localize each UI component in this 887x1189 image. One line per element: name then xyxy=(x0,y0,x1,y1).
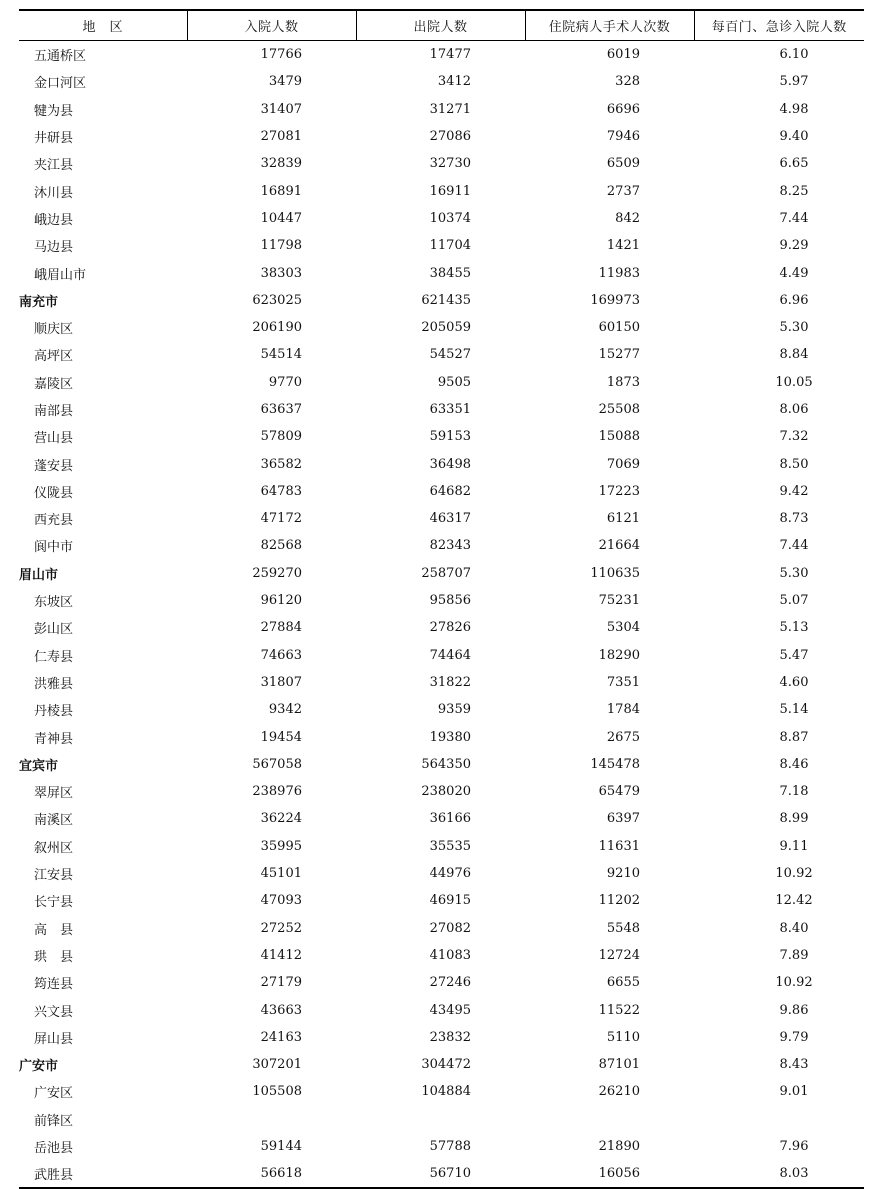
admitted-cell: 307201 xyxy=(252,1057,302,1073)
surgeries-cell: 87101 xyxy=(598,1057,640,1073)
surgeries-cell: 6019 xyxy=(606,47,640,63)
surgeries-cell: 12724 xyxy=(598,947,640,963)
surgeries-cell: 7069 xyxy=(606,456,640,472)
discharged-cell: 27086 xyxy=(429,129,471,145)
table-row xyxy=(19,369,864,396)
discharged-cell: 35535 xyxy=(429,838,471,854)
region-name-cell: 青神县 xyxy=(34,731,74,747)
discharged-cell: 23832 xyxy=(429,1029,471,1045)
region-name-cell: 洪雅县 xyxy=(34,676,74,692)
surgeries-cell: 11631 xyxy=(598,838,640,854)
statistics-table-container xyxy=(19,9,864,1189)
surgeries-cell: 1421 xyxy=(606,238,640,254)
rate-cell: 10.92 xyxy=(775,975,813,991)
discharged-cell: 64682 xyxy=(429,483,471,499)
admitted-cell: 10447 xyxy=(260,210,302,226)
table-row xyxy=(19,259,864,286)
surgeries-cell: 6397 xyxy=(606,811,640,827)
rate-cell: 7.89 xyxy=(779,947,809,963)
discharged-cell: 11704 xyxy=(429,238,471,254)
rate-cell: 4.60 xyxy=(779,674,809,690)
rate-cell: 8.50 xyxy=(779,456,809,472)
surgeries-cell: 2737 xyxy=(606,183,640,199)
admitted-cell: 19454 xyxy=(260,729,302,745)
header-rate: 每百门、急诊入院人数 xyxy=(694,10,864,41)
surgeries-cell: 1784 xyxy=(606,702,640,718)
region-name-cell: 叙州区 xyxy=(34,840,74,856)
table-row xyxy=(19,833,864,860)
region-name-cell: 高坪区 xyxy=(34,349,74,365)
rate-cell: 6.10 xyxy=(779,47,809,63)
admitted-cell: 64783 xyxy=(260,483,302,499)
table-row xyxy=(19,942,864,969)
discharged-cell: 36498 xyxy=(429,456,471,472)
surgeries-cell: 2675 xyxy=(606,729,640,745)
table-row xyxy=(19,396,864,423)
rate-cell: 4.49 xyxy=(779,265,809,281)
region-name-cell: 仪陇县 xyxy=(34,485,74,501)
admitted-cell: 74663 xyxy=(260,647,302,663)
discharged-cell: 9359 xyxy=(437,702,471,718)
discharged-cell: 27826 xyxy=(429,620,471,636)
discharged-cell: 46317 xyxy=(429,511,471,527)
surgeries-cell: 26210 xyxy=(598,1084,640,1100)
table-row xyxy=(19,532,864,559)
table-row xyxy=(19,68,864,95)
region-name-cell: 广安市 xyxy=(19,1059,59,1075)
rate-cell: 8.43 xyxy=(779,1057,809,1073)
discharged-cell: 238020 xyxy=(421,784,471,800)
admitted-cell: 82568 xyxy=(260,538,302,554)
discharged-cell: 31271 xyxy=(429,101,471,117)
table-row-city xyxy=(19,751,864,778)
discharged-cell: 258707 xyxy=(421,565,471,581)
surgeries-cell: 11522 xyxy=(598,1002,640,1018)
discharged-cell: 43495 xyxy=(429,1002,471,1018)
admitted-cell: 238976 xyxy=(252,784,302,800)
surgeries-cell: 7946 xyxy=(606,129,640,145)
region-name-cell: 峨眉山市 xyxy=(34,267,87,283)
discharged-cell: 36166 xyxy=(429,811,471,827)
admitted-cell: 54514 xyxy=(260,347,302,363)
table-row xyxy=(19,505,864,532)
discharged-cell: 27082 xyxy=(429,920,471,936)
table-row xyxy=(19,1133,864,1160)
discharged-cell: 46915 xyxy=(429,893,471,909)
admitted-cell: 31407 xyxy=(260,101,302,117)
surgeries-cell: 75231 xyxy=(598,593,640,609)
surgeries-cell: 110635 xyxy=(590,565,640,581)
discharged-cell xyxy=(356,1106,525,1133)
table-row xyxy=(19,205,864,232)
table-row-city xyxy=(19,287,864,314)
discharged-cell: 9505 xyxy=(437,374,471,390)
region-name-cell: 前锋区 xyxy=(34,1113,74,1129)
admitted-cell: 3479 xyxy=(268,74,302,90)
rate-cell: 5.07 xyxy=(779,593,809,609)
discharged-cell: 63351 xyxy=(429,402,471,417)
rate-cell: 7.32 xyxy=(779,429,809,445)
surgeries-cell xyxy=(525,1106,694,1133)
rate-cell: 4.98 xyxy=(779,101,809,117)
discharged-cell: 10374 xyxy=(429,210,471,226)
admitted-cell: 43663 xyxy=(260,1002,302,1018)
rate-cell: 8.46 xyxy=(779,756,809,772)
table-row xyxy=(19,177,864,204)
surgeries-cell: 328 xyxy=(615,74,640,90)
discharged-cell: 16911 xyxy=(429,183,471,199)
region-name-cell: 仁寿县 xyxy=(34,649,74,665)
rate-cell xyxy=(694,1106,864,1133)
admitted-cell: 24163 xyxy=(260,1029,302,1045)
region-name-cell: 兴文县 xyxy=(34,1004,74,1020)
region-name-cell: 眉山市 xyxy=(19,567,59,583)
region-name-cell: 顺庆区 xyxy=(34,322,74,338)
discharged-cell: 41083 xyxy=(429,947,471,963)
table-row xyxy=(19,723,864,750)
table-row xyxy=(19,1160,864,1188)
surgeries-cell: 6509 xyxy=(606,156,640,172)
rate-cell: 9.79 xyxy=(779,1029,809,1045)
rate-cell: 6.96 xyxy=(779,292,809,308)
rate-cell: 10.92 xyxy=(775,866,813,882)
table-row-city xyxy=(19,560,864,587)
table-row xyxy=(19,860,864,887)
hospital-statistics-table xyxy=(19,9,864,1189)
region-name-cell: 营山县 xyxy=(34,431,74,447)
region-name-cell: 广安区 xyxy=(34,1086,74,1102)
discharged-cell: 205059 xyxy=(421,320,471,336)
discharged-cell: 17477 xyxy=(429,47,471,63)
region-name-cell: 彭山区 xyxy=(34,622,74,638)
rate-cell: 9.01 xyxy=(779,1084,809,1100)
surgeries-cell: 15277 xyxy=(598,347,640,363)
region-name-cell: 岳池县 xyxy=(34,1141,74,1157)
table-row xyxy=(19,1078,864,1105)
admitted-cell xyxy=(187,1106,356,1133)
table-row xyxy=(19,314,864,341)
table-row xyxy=(19,778,864,805)
rate-cell: 9.42 xyxy=(779,483,809,499)
region-name-cell: 珙 县 xyxy=(34,949,74,965)
region-name-cell: 筠连县 xyxy=(34,977,74,993)
region-name-cell: 夹江县 xyxy=(34,158,74,174)
surgeries-cell: 18290 xyxy=(598,647,640,663)
discharged-cell: 59153 xyxy=(429,429,471,445)
region-name-cell: 武胜县 xyxy=(19,1160,187,1188)
table-row xyxy=(19,150,864,177)
table-row xyxy=(19,669,864,696)
discharged-cell: 621435 xyxy=(421,292,471,308)
table-row xyxy=(19,915,864,942)
region-name-cell: 马边县 xyxy=(34,240,74,256)
region-name-cell: 高 县 xyxy=(34,922,74,938)
discharged-cell: 304472 xyxy=(421,1057,471,1073)
table-row xyxy=(19,478,864,505)
table-row xyxy=(19,969,864,996)
admitted-cell: 623025 xyxy=(252,292,302,308)
region-name-cell: 五通桥区 xyxy=(34,49,87,65)
region-name-cell: 南充市 xyxy=(19,294,59,310)
header-region: 地 区 xyxy=(19,10,187,41)
admitted-cell: 27884 xyxy=(260,620,302,636)
admitted-cell: 27252 xyxy=(260,920,302,936)
surgeries-cell: 21664 xyxy=(598,538,640,554)
rate-cell: 7.18 xyxy=(779,784,809,800)
admitted-cell: 47172 xyxy=(260,511,302,527)
surgeries-cell: 11202 xyxy=(598,893,640,909)
region-name-cell: 南溪区 xyxy=(34,813,74,829)
admitted-cell: 105508 xyxy=(252,1084,302,1100)
discharged-cell: 95856 xyxy=(429,593,471,609)
region-name-cell: 井研县 xyxy=(34,131,74,147)
surgeries-cell: 25508 xyxy=(598,402,640,417)
rate-cell: 5.97 xyxy=(779,74,809,90)
region-name-cell: 屏山县 xyxy=(34,1031,74,1047)
surgeries-cell: 7351 xyxy=(606,674,640,690)
region-name-cell: 金口河区 xyxy=(34,76,87,92)
discharged-cell: 38455 xyxy=(429,265,471,281)
rate-cell: 12.42 xyxy=(775,893,813,909)
admitted-cell: 36224 xyxy=(260,811,302,827)
admitted-cell: 9770 xyxy=(268,374,302,390)
rate-cell: 6.65 xyxy=(779,156,809,172)
discharged-cell: 32730 xyxy=(429,156,471,172)
surgeries-cell: 65479 xyxy=(598,784,640,800)
region-name-cell: 长宁县 xyxy=(34,895,74,911)
admitted-cell: 35995 xyxy=(260,838,302,854)
surgeries-cell: 5304 xyxy=(606,620,640,636)
rate-cell: 5.14 xyxy=(779,702,809,718)
rate-cell: 5.47 xyxy=(779,647,809,663)
header-discharged: 出院人数 xyxy=(356,10,525,41)
admitted-cell: 38303 xyxy=(260,265,302,281)
region-name-cell: 嘉陵区 xyxy=(34,376,74,392)
discharged-cell: 564350 xyxy=(421,756,471,772)
admitted-cell: 45101 xyxy=(260,866,302,882)
surgeries-cell: 60150 xyxy=(598,320,640,336)
discharged-cell: 44976 xyxy=(429,866,471,882)
table-row xyxy=(19,450,864,477)
surgeries-cell: 5548 xyxy=(606,920,640,936)
table-row xyxy=(19,341,864,368)
table-row xyxy=(19,232,864,259)
discharged-cell: 56710 xyxy=(356,1160,525,1188)
rate-cell: 9.40 xyxy=(779,129,809,145)
discharged-cell: 27246 xyxy=(429,975,471,991)
surgeries-cell: 6655 xyxy=(606,975,640,991)
surgeries-cell: 1873 xyxy=(606,374,640,390)
admitted-cell: 206190 xyxy=(252,320,302,336)
admitted-cell: 36582 xyxy=(260,456,302,472)
admitted-cell: 56618 xyxy=(187,1160,356,1188)
region-name-cell: 峨边县 xyxy=(34,212,74,228)
region-name-cell: 丹棱县 xyxy=(34,704,74,720)
rate-cell: 8.03 xyxy=(694,1160,864,1188)
rate-cell: 8.99 xyxy=(779,811,809,827)
admitted-cell: 47093 xyxy=(260,893,302,909)
rate-cell: 7.44 xyxy=(779,210,809,226)
surgeries-cell: 5110 xyxy=(606,1029,640,1045)
region-name-cell: 宜宾市 xyxy=(19,758,59,774)
discharged-cell: 19380 xyxy=(429,729,471,745)
discharged-cell: 3412 xyxy=(437,74,471,90)
admitted-cell: 9342 xyxy=(268,702,302,718)
surgeries-cell: 21890 xyxy=(598,1139,640,1155)
rate-cell: 10.05 xyxy=(775,374,813,390)
region-name-cell: 犍为县 xyxy=(34,103,74,119)
discharged-cell: 74464 xyxy=(429,647,471,663)
admitted-cell: 57809 xyxy=(260,429,302,445)
discharged-cell: 57788 xyxy=(429,1139,471,1155)
surgeries-cell: 9210 xyxy=(606,866,640,882)
table-row xyxy=(19,1024,864,1051)
region-name-cell: 翠屏区 xyxy=(34,786,74,802)
admitted-cell: 59144 xyxy=(260,1139,302,1155)
discharged-cell: 31822 xyxy=(429,674,471,690)
rate-cell: 5.30 xyxy=(779,565,809,581)
rate-cell: 9.86 xyxy=(779,1002,809,1018)
table-row xyxy=(19,123,864,150)
admitted-cell: 567058 xyxy=(252,756,302,772)
rate-cell: 8.40 xyxy=(779,920,809,936)
region-name-cell: 江安县 xyxy=(34,868,74,884)
surgeries-cell: 842 xyxy=(615,210,640,226)
region-name-cell: 南部县 xyxy=(34,404,74,419)
rate-cell: 8.73 xyxy=(779,511,809,527)
admitted-cell: 27081 xyxy=(260,129,302,145)
table-body xyxy=(19,41,864,1189)
rate-cell: 9.11 xyxy=(779,838,809,854)
region-name-cell: 东坡区 xyxy=(34,595,74,611)
table-row xyxy=(19,996,864,1023)
admitted-cell: 259270 xyxy=(252,565,302,581)
table-row xyxy=(19,614,864,641)
table-row xyxy=(19,41,864,69)
table-row xyxy=(19,96,864,123)
table-row xyxy=(19,696,864,723)
rate-cell: 7.44 xyxy=(779,538,809,554)
rate-cell: 9.29 xyxy=(779,238,809,254)
admitted-cell: 27179 xyxy=(260,975,302,991)
discharged-cell: 104884 xyxy=(421,1084,471,1100)
rate-cell: 8.06 xyxy=(779,402,809,417)
discharged-cell: 54527 xyxy=(429,347,471,363)
admitted-cell: 31807 xyxy=(260,674,302,690)
admitted-cell: 32839 xyxy=(260,156,302,172)
admitted-cell: 11798 xyxy=(260,238,302,254)
discharged-cell: 82343 xyxy=(429,538,471,554)
admitted-cell: 16891 xyxy=(260,183,302,199)
rate-cell: 7.96 xyxy=(779,1139,809,1155)
header-admitted: 入院人数 xyxy=(187,10,356,41)
table-row xyxy=(19,1106,864,1133)
surgeries-cell: 145478 xyxy=(590,756,640,772)
table-row xyxy=(19,423,864,450)
rate-cell: 5.30 xyxy=(779,320,809,336)
table-header-row xyxy=(19,10,864,41)
surgeries-cell: 15088 xyxy=(598,429,640,445)
surgeries-cell: 169973 xyxy=(590,292,640,308)
admitted-cell: 96120 xyxy=(260,593,302,609)
rate-cell: 5.13 xyxy=(779,620,809,636)
surgeries-cell: 11983 xyxy=(598,265,640,281)
admitted-cell: 17766 xyxy=(260,47,302,63)
rate-cell: 8.25 xyxy=(779,183,809,199)
table-row xyxy=(19,642,864,669)
table-row-city xyxy=(19,1051,864,1078)
region-name-cell: 蓬安县 xyxy=(34,458,74,474)
table-row xyxy=(19,887,864,914)
header-surgeries: 住院病人手术人次数 xyxy=(525,10,694,41)
rate-cell: 8.87 xyxy=(779,729,809,745)
table-row xyxy=(19,805,864,832)
surgeries-cell: 16056 xyxy=(525,1160,694,1188)
rate-cell: 8.84 xyxy=(779,347,809,363)
region-name-cell: 西充县 xyxy=(34,513,74,529)
region-name-cell: 沐川县 xyxy=(34,185,74,201)
admitted-cell: 63637 xyxy=(260,402,302,417)
admitted-cell: 41412 xyxy=(260,947,302,963)
surgeries-cell: 6696 xyxy=(606,101,640,117)
region-name-cell: 阆中市 xyxy=(34,540,74,556)
surgeries-cell: 6121 xyxy=(606,511,640,527)
surgeries-cell: 17223 xyxy=(598,483,640,499)
table-row xyxy=(19,587,864,614)
